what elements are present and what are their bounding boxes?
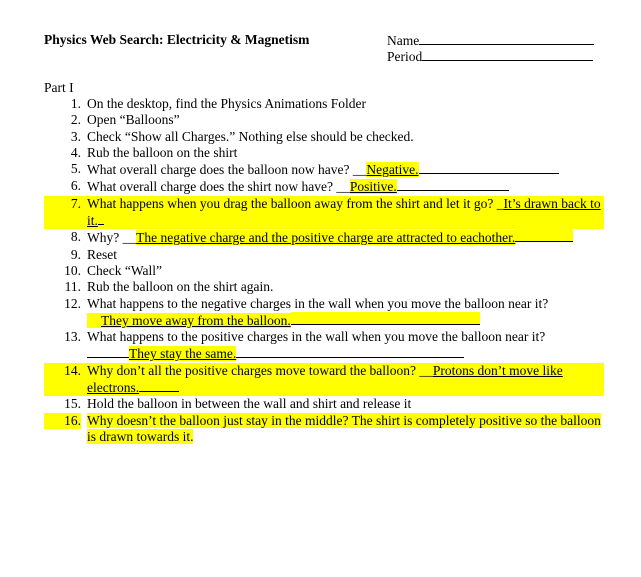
period-blank-line [422, 48, 593, 61]
question-text: What overall charge does the shirt now have? __ [87, 179, 350, 195]
document-title: Physics Web Search: Electricity & Magnetism [44, 32, 310, 47]
question-text: What happens when you drag the balloon away from the shirt and let it go? _ [87, 195, 504, 211]
item-number: 1. [70, 96, 81, 111]
list-item [44, 363, 604, 397]
question-text: Why don’t all the positive charges move toward the balloon? __ [87, 362, 433, 378]
item-number: 9. [70, 246, 81, 262]
list-item [44, 229, 604, 246]
list-item [44, 129, 604, 145]
list-item [44, 161, 604, 178]
answer-blank-line [419, 161, 559, 174]
part-heading: Part I [44, 80, 74, 95]
item-text: On the desktop, find the Physics Animations Folder [87, 96, 366, 111]
item-number: 12. [64, 295, 81, 311]
answer-blank-line [236, 345, 464, 358]
item-text: Check “Wall” [87, 262, 163, 278]
list-item [44, 145, 604, 161]
list-item [44, 329, 604, 363]
item-number: 3. [70, 128, 81, 144]
item-number: 13. [64, 329, 81, 345]
question-list [44, 96, 604, 445]
item-text: Check “Show all Charges.” Nothing else should be checked. [87, 128, 414, 144]
question-text: Why? __ [87, 230, 137, 246]
item-text: Open “Balloons” [87, 112, 180, 128]
item-number: 10. [64, 262, 81, 278]
answer-text: Protons don’t move like electrons. [87, 362, 563, 396]
question-text: What happens to the positive charges in the wall when you move the balloon near it? [87, 329, 546, 345]
list-item [44, 396, 604, 412]
item-number: 4. [70, 144, 81, 160]
question-text: What overall charge does the balloon now have? __ [87, 162, 367, 178]
question-text: Why doesn’t the balloon just stay in the middle? [87, 412, 352, 428]
list-item [44, 296, 604, 330]
answer-blank-line [397, 178, 509, 191]
item-number: 2. [70, 112, 81, 128]
name-field [387, 32, 594, 49]
list-item [44, 196, 604, 230]
list-item [44, 413, 604, 446]
item-number: 6. [70, 178, 81, 194]
list-item [44, 247, 604, 263]
list-item [44, 96, 604, 112]
item-text: Rub the balloon on the shirt [87, 144, 238, 160]
list-item [44, 279, 604, 295]
answer-leading-line [87, 345, 129, 358]
period-label: Period [387, 49, 423, 64]
item-number: 8. [70, 229, 81, 245]
answer-text: The shirt is completely positive so the balloon is drawn towards it. [87, 412, 601, 444]
list-item [44, 112, 604, 128]
item-number: 11. [64, 279, 81, 295]
item-text: Rub the balloon on the shirt again. [87, 279, 274, 295]
list-item [44, 178, 604, 195]
answer-blank-line [291, 312, 480, 325]
answer-text: They stay the same. [129, 346, 237, 362]
item-number: 5. [70, 161, 81, 177]
answer-blank-line [139, 379, 179, 392]
question-text: What happens to the negative charges in the wall when you move the balloon near it? [87, 295, 549, 311]
period-field [387, 48, 593, 65]
list-item [44, 263, 604, 279]
name-label: Name [387, 33, 420, 48]
item-number: 7. [70, 195, 81, 211]
answer-text: Positive. [349, 179, 397, 195]
item-number: 15. [64, 396, 81, 412]
name-blank-line [419, 32, 594, 45]
answer-text: They move away from the balloon. [87, 313, 291, 328]
item-text: Reset [87, 246, 117, 262]
item-number: 14. [64, 362, 81, 378]
item-text: Hold the balloon in between the wall and shirt and release it [87, 396, 412, 412]
answer-text: Negative. [366, 162, 419, 178]
answer-text: It’s drawn back to it. [87, 195, 601, 229]
answer-blank-line [515, 229, 573, 242]
answer-blank-line [98, 212, 104, 225]
answer-text: The negative charge and the positive charge are attracted to eachother. [136, 230, 516, 246]
item-number: 16. [44, 413, 81, 429]
